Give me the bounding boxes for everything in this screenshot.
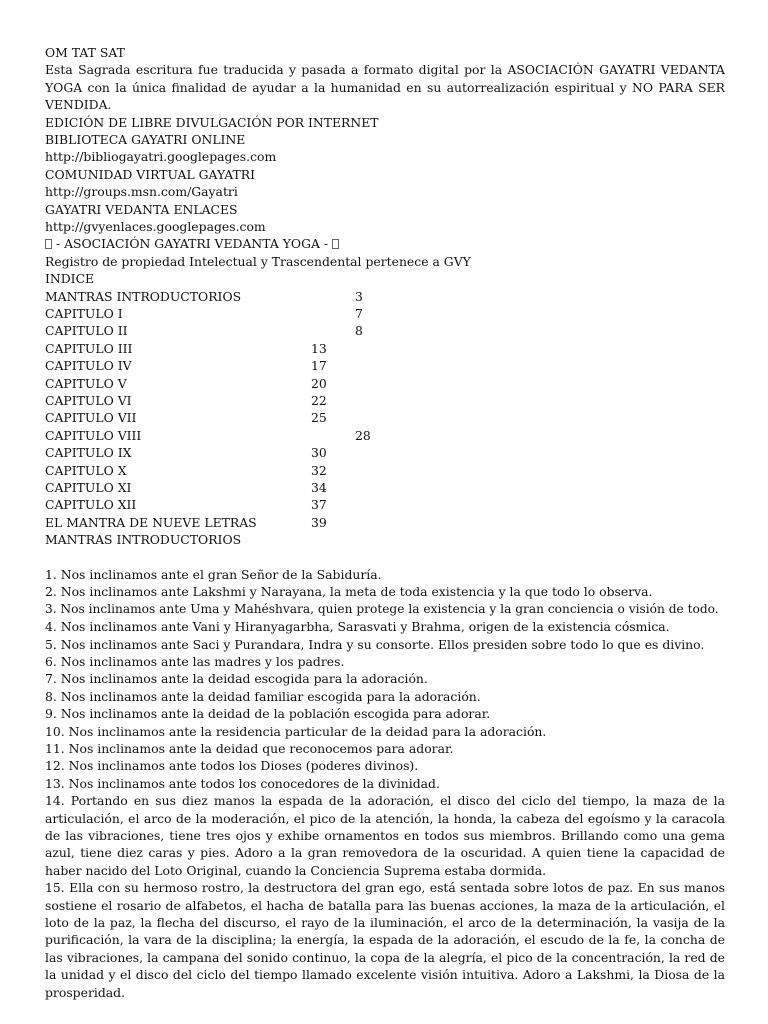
links-name: GAYATRI VEDANTA ENLACES: [45, 201, 238, 217]
list-item: 7. Nos inclinamos ante la deidad escogida para la adoración.: [45, 671, 428, 687]
toc-row: [45, 427, 725, 444]
toc-row: [45, 322, 725, 339]
toc-row: [45, 409, 725, 426]
toc-row: [45, 496, 725, 513]
community-name: COMUNIDAD VIRTUAL GAYATRI: [45, 166, 255, 182]
toc-label: MANTRAS INTRODUCTORIOS: [45, 288, 242, 304]
library-url[interactable]: http://bibliogayatri.googlepages.com: [45, 149, 277, 165]
edition-line: EDICIÓN DE LIBRE DIVULGACIÓN POR INTERNET: [45, 114, 379, 130]
toc-label: EL MANTRA DE NUEVE LETRAS: [45, 514, 257, 530]
blank-line: [45, 549, 725, 566]
list-item: 6. Nos inclinamos ante las madres y los padres.: [45, 653, 345, 669]
toc-page-number: 39: [311, 514, 327, 530]
list-item: 5. Nos inclinamos ante Saci y Purandara, Indra y su consorte. Ellos presiden sobre todo lo que es divino.: [45, 636, 705, 652]
toc-page-number: 22: [311, 393, 327, 409]
document-body: [45, 44, 725, 1001]
section-title: MANTRAS INTRODUCTORIOS: [45, 532, 242, 548]
library-name: BIBLIOTECA GAYATRI ONLINE: [45, 132, 246, 148]
intro-paragraph: Esta Sagrada escritura fue traducida y pasada a formato digital por la ASOCIACIÓN GAYATRI VEDANTA YOGA con la única finalidad de ayudar a la humanidad en su autorrealización espiritual y NO PARA SER VENDIDA.: [45, 62, 725, 113]
copyright-line: Registro de propiedad Intelectual y Trascendental pertenece a GVY: [45, 253, 471, 269]
toc-page-number: 37: [311, 497, 327, 513]
list-item: 9. Nos inclinamos ante la deidad de la población escogida para adorar.: [45, 706, 491, 722]
list-item: 15. Ella con su hermoso rostro, la destructora del gran ego, está sentada sobre lotos de paz. En sus manos sostiene el rosario de alfabetos, el hacha de batalla para las buenas acciones, la maza de la articulación, el loto de la paz, la flecha del discurso, el rayo de la iluminación, el arco de la determinación, la vasija de la purificación, la vara de la disciplina; la energía, la espada de la adoración, el escudo de la fe, la concha de las vibraciones, la campana del sonido continuo, la copa de la alegría, el pico de la concentración, la red de la unidad y el disco del ciclo del tiempo llamado excelente visión intuitiva. Adoro a Lakshmi, la Diosa de la prosperidad.: [45, 880, 725, 1000]
list-item: 12. Nos inclinamos ante todos los Dioses (poderes divinos).: [45, 758, 419, 774]
list-item: 14. Portando en sus diez manos la espada de la adoración, el disco del ciclo del tiempo, la maza de la articulación, el arco de la moderación, el pico de la atención, la honda, la cabeza del egoísmo y la caracola de las vibraciones, tiene tres ojos y exhibe ornamentos en todos sus miembros. Brillando como una gema azul, tiene diez caras y pies. Adoro a la gran removedora de la oscuridad. A quien tiene la capacidad de haber nacido del Loto Original, cuando la Conciencia Suprema estaba dormida.: [45, 793, 725, 878]
missing-glyph-icon: [332, 239, 339, 249]
toc-page-number: 17: [311, 358, 327, 374]
association-line: [45, 235, 725, 252]
toc-page-number: 28: [355, 427, 371, 443]
toc-label: CAPITULO III: [45, 340, 133, 356]
toc-row: [45, 479, 725, 496]
toc-page-number: 25: [311, 410, 327, 426]
toc-page-number: 32: [311, 462, 327, 478]
toc-label: CAPITULO XI: [45, 479, 132, 495]
toc-page-number: 34: [311, 479, 327, 495]
heading-om-tat-sat: OM TAT SAT: [45, 45, 125, 60]
toc-page-number: 30: [311, 445, 327, 461]
community-url[interactable]: http://groups.msn.com/Gayatri: [45, 184, 238, 200]
list-item: 2. Nos inclinamos ante Lakshmi y Narayana, la meta de toda existencia y la que todo lo observa.: [45, 584, 653, 600]
toc-label: CAPITULO VII: [45, 410, 137, 426]
toc-label: CAPITULO IV: [45, 358, 132, 374]
toc-page-number: 3: [355, 288, 363, 304]
toc-label: CAPITULO VI: [45, 393, 132, 409]
toc-label: CAPITULO V: [45, 375, 127, 391]
toc-row: [45, 357, 725, 374]
toc-row: [45, 375, 725, 392]
list-item: 13. Nos inclinamos ante todos los conocedores de la divinidad.: [45, 775, 440, 791]
toc-page-number: 13: [311, 340, 327, 356]
toc-row: [45, 462, 725, 479]
toc-label: CAPITULO I: [45, 306, 123, 322]
list-item: 11. Nos inclinamos ante la deidad que reconocemos para adorar.: [45, 741, 454, 757]
toc-label: CAPITULO VIII: [45, 427, 142, 443]
toc-page-number: 7: [355, 306, 363, 322]
toc-label: CAPITULO X: [45, 462, 127, 478]
toc-row: [45, 444, 725, 461]
association-text: - ASOCIACIÓN GAYATRI VEDANTA YOGA -: [52, 236, 332, 252]
missing-glyph-icon: [45, 239, 52, 249]
toc-row: [45, 288, 725, 305]
list-item: 3. Nos inclinamos ante Uma y Mahéshvara, quien protege la existencia y la gran conciencia o visión de todo.: [45, 601, 719, 616]
toc-label: CAPITULO XII: [45, 497, 137, 513]
links-url[interactable]: http://gvyenlaces.googlepages.com: [45, 219, 266, 235]
toc-label: CAPITULO IX: [45, 445, 132, 461]
list-item: 4. Nos inclinamos ante Vani y Hiranyagarbha, Sarasvati y Brahma, origen de la existencia cósmica.: [45, 619, 670, 635]
list-item: 8. Nos inclinamos ante la deidad familiar escogida para la adoración.: [45, 688, 481, 704]
list-item: 1. Nos inclinamos ante el gran Señor de la Sabiduría.: [45, 566, 382, 582]
toc-row: [45, 514, 725, 531]
toc-row: [45, 305, 725, 322]
table-of-contents: [45, 288, 725, 531]
index-title: INDICE: [45, 271, 95, 287]
toc-page-number: 20: [311, 375, 327, 391]
toc-label: CAPITULO II: [45, 323, 128, 339]
list-item: 10. Nos inclinamos ante la residencia particular de la deidad para la adoración.: [45, 723, 547, 739]
mantra-list: [45, 566, 725, 1001]
toc-row: [45, 340, 725, 357]
toc-row: [45, 392, 725, 409]
toc-page-number: 8: [355, 323, 363, 339]
